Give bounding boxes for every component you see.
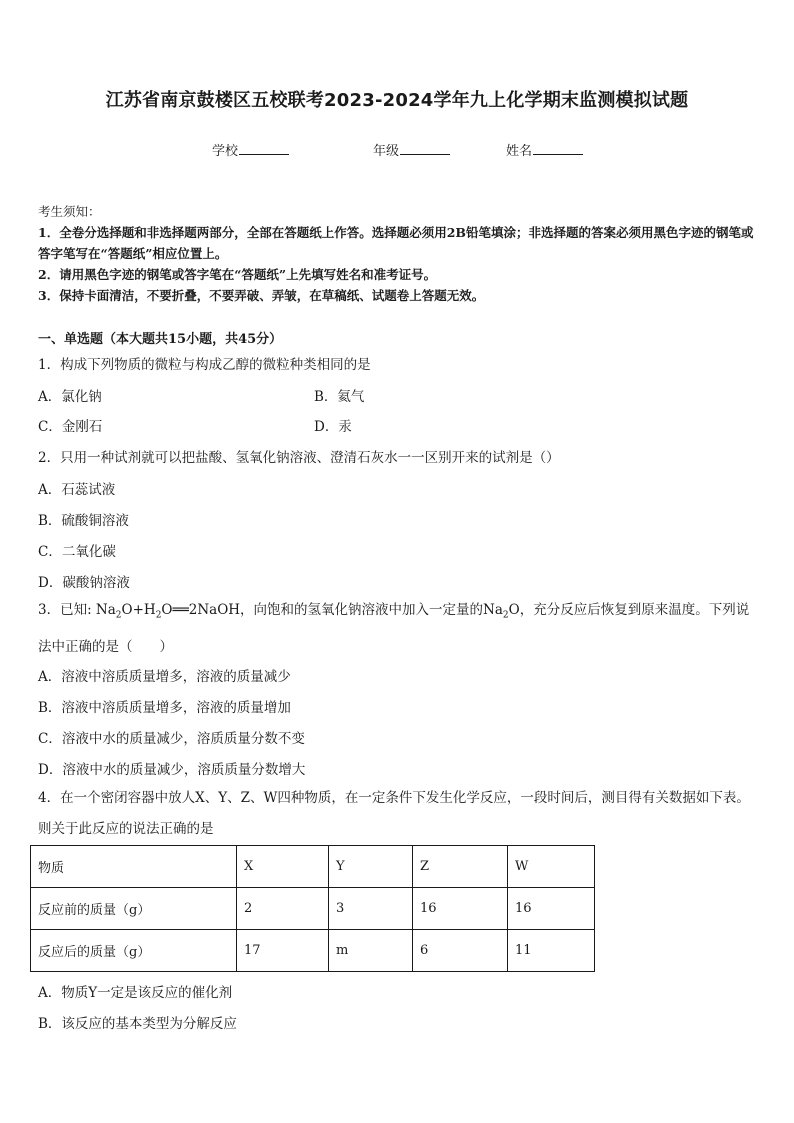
table-row [31,930,595,972]
q3-stem-sub1: 2 [115,610,122,621]
table-header-row [31,846,595,888]
q3-stem-sub2: 2 [155,610,162,621]
q1-option-b[interactable]: B．氦气 [314,389,365,405]
q2-option-a[interactable]: A．石蕊试液 [38,482,116,498]
exam-notes [38,201,760,306]
q2-option-b[interactable]: B．硫酸铜溶液 [38,513,129,529]
q1-option-a[interactable]: A．氯化钠 [38,389,102,405]
grade-label: 年级 [373,144,400,159]
q1-option-c[interactable]: C．金刚石 [38,419,103,435]
table-cell: m [329,930,413,972]
notes-heading: 考生须知： [38,204,101,219]
table-cell: 16 [413,888,508,930]
table-header-cell: X [237,846,329,888]
table-cell: 3 [329,888,413,930]
q3-option-d[interactable]: D．溶液中水的质量减少，溶质质量分数增大 [38,762,306,778]
name-label: 姓名 [506,144,533,159]
table-cell: 反应前的质量（g） [31,888,237,930]
q4-option-b[interactable]: B．该反应的基本类型为分解反应 [38,1016,237,1032]
q3-option-c[interactable]: C．溶液中水的质量减少，溶质质量分数不变 [38,731,305,747]
table-header-cell: Y [329,846,413,888]
school-label: 学校 [212,144,239,159]
table-cell: 6 [413,930,508,972]
table-cell: 17 [237,930,329,972]
name-blank[interactable] [533,142,583,155]
student-info-row [0,140,794,160]
note-item-1: 1．全卷分选择题和非选择题两部分，全部在答题纸上作答。选择题必须用2B铅笔填涂；非选择题的答案必须用黑色字迹的钢笔或答字笔写在“答题纸”相应位置上。 [38,225,754,261]
note-item-2: 2．请用黑色字迹的钢笔或答字笔在“答题纸”上先填写姓名和准考证号。 [38,267,437,282]
table-row [31,888,595,930]
q4-option-a[interactable]: A．物质Y一定是该反应的催化剂 [38,985,233,1001]
q3-stem-sub3: 2 [502,610,509,621]
grade-blank[interactable] [400,142,450,155]
q2-stem: 2．只用一种试剂就可以把盐酸、氢氧化钠溶液、澄清石灰水一一区别开来的试剂是（） [38,450,560,466]
q3-option-a[interactable]: A．溶液中溶质质量增多，溶液的质量减少 [38,669,291,685]
table-cell: 反应后的质量（g） [31,930,237,972]
table-header-cell: 物质 [31,846,237,888]
q3-stem-suffix: O，充分反应后恢复到原来温度。下列说法中正确的是（ ） [38,602,750,655]
table-cell: 16 [508,888,595,930]
grade-field[interactable] [373,140,450,159]
q2-option-d[interactable]: D．碳酸钠溶液 [38,575,130,591]
section-heading: 一、单选题（本大题共15小题，共45分） [38,332,283,347]
q1-option-d[interactable]: D．汞 [314,419,352,435]
q3-stem-prefix: 3．已知: Na [38,602,116,618]
q2-option-c[interactable]: C．二氧化碳 [38,544,116,560]
school-field[interactable] [212,140,289,159]
q3-stem-mid1: O+H [121,602,156,618]
page-title: 江苏省南京鼓楼区五校联考2023-2024学年九上化学期末监测模拟试题 [105,90,689,111]
table-header-cell: Z [413,846,508,888]
q4-data-table [30,845,595,972]
note-item-3: 3．保持卡面清洁，不要折叠，不要弄破、弄皱，在草稿纸、试题卷上答题无效。 [38,288,485,303]
q4-stem: 4．在一个密闭容器中放人X、Y、Z、W四种物质，在一定条件下发生化学反应，一段时间后，测目得有关数据如下表。则关于此反应的说法正确的是 [38,790,750,837]
q3-stem [38,595,760,663]
table-cell: 2 [237,888,329,930]
school-blank[interactable] [239,142,289,155]
q3-option-b[interactable]: B．溶液中溶质质量增多，溶液的质量增加 [38,700,291,716]
table-header-cell: W [508,846,595,888]
q1-stem: 1．构成下列物质的微粒与构成乙醇的微粒种类相同的是 [38,357,371,373]
name-field[interactable] [506,140,583,159]
q3-stem-mid2: O══2NaOH，向饱和的氢氧化钠溶液中加入一定量的Na [161,602,503,618]
table-cell: 11 [508,930,595,972]
